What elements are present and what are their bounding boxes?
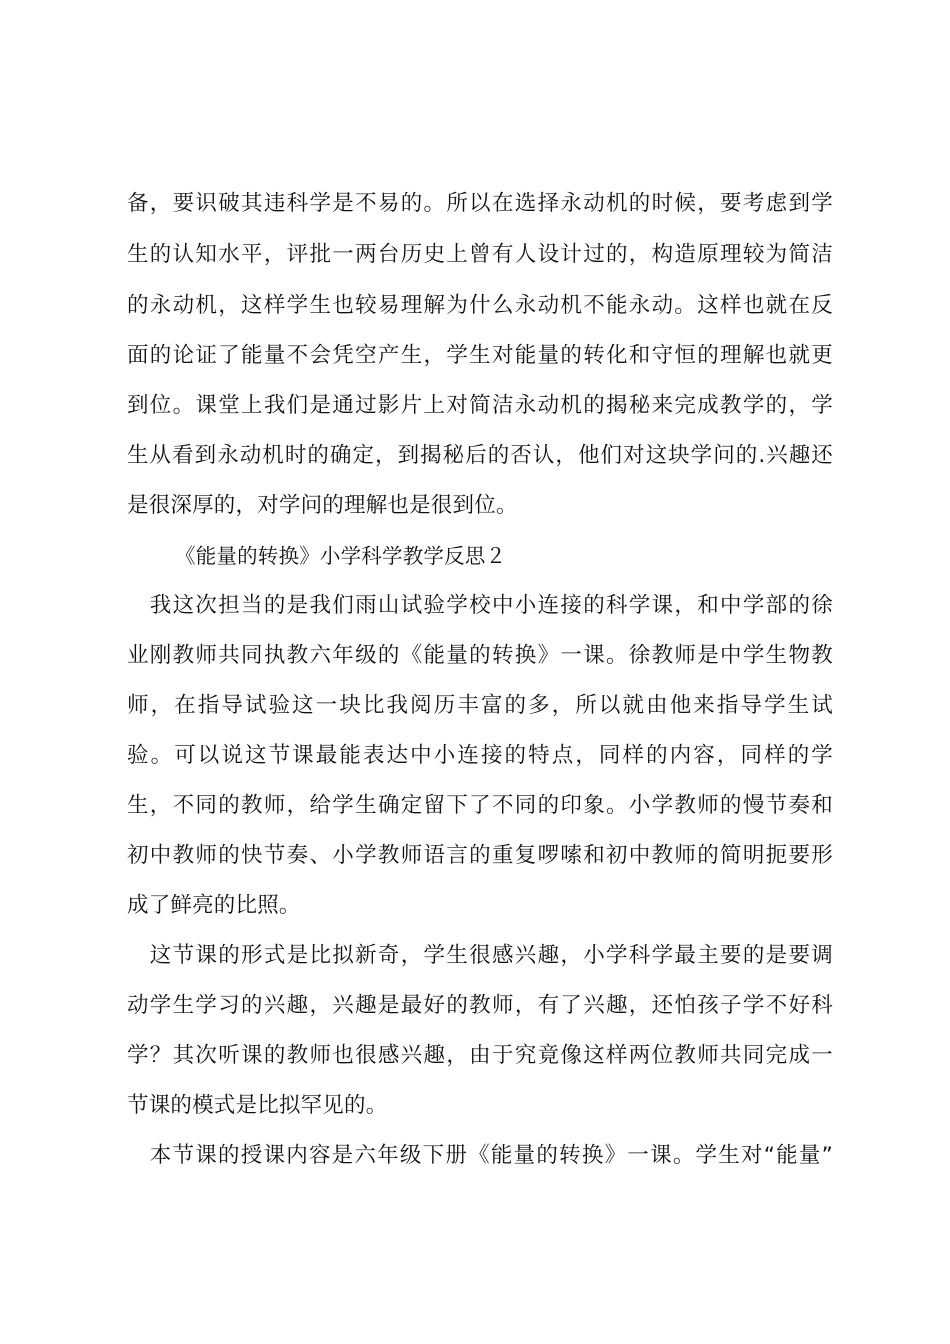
paragraph-1-line-1: 备，要识破其违科学是不易的。所以在选择永动机的时候，要考虑到学 (127, 191, 833, 216)
paragraph-2-line-6: 初中教师的快节奏、小学教师语言的重复啰嗦和初中教师的简明扼要形 (127, 843, 833, 868)
section-heading: 《能量的转换》小学科学教学反思２ (175, 544, 507, 568)
paragraph-3-line-4: 节课的模式是比拟罕见的。 (127, 1093, 388, 1118)
paragraph-3-line-3: 学？其次听课的教师也很感兴趣，由于究竟像这样两位教师共同完成一 (127, 1043, 833, 1068)
paragraph-3-line-2: 动学生学习的兴趣，兴趣是最好的教师，有了兴趣，还怕孩子学不好科 (127, 993, 833, 1018)
paragraph-4-line-1: 本节课的授课内容是六年级下册《能量的转换》一课。学生对“能量” (127, 1143, 833, 1168)
paragraph-2-line-4: 验。可以说这节课最能表达中小连接的特点，同样的内容，同样的学 (127, 743, 833, 768)
paragraph-2-line-1: 我这次担当的是我们雨山试验学校中小连接的科学课，和中学部的徐 (127, 593, 833, 618)
paragraph-1-line-5: 到位。课堂上我们是通过影片上对简洁永动机的揭秘来完成教学的，学 (127, 393, 833, 418)
paragraph-1-line-2: 生的认知水平，评批一两台历史上曾有人设计过的，构造原理较为简洁 (127, 242, 833, 267)
paragraph-1-line-6: 生从看到永动机时的确定，到揭秘后的否认，他们对这块学问的.兴趣还 (127, 443, 833, 468)
paragraph-2-line-3: 师，在指导试验这一块比我阅历丰富的多，所以就由他来指导学生试 (127, 693, 833, 718)
paragraph-1-line-7: 是很深厚的，对学问的理解也是很到位。 (127, 493, 518, 518)
paragraph-2-line-7: 成了鲜亮的比照。 (127, 893, 301, 918)
paragraph-2-line-5: 生，不同的教师，给学生确定留下了不同的印象。小学教师的慢节奏和 (127, 793, 833, 818)
paragraph-1-line-3: 的永动机，这样学生也较易理解为什么永动机不能永动。这样也就在反 (127, 293, 833, 318)
paragraph-1-line-4: 面的论证了能量不会凭空产生，学生对能量的转化和守恒的理解也就更 (127, 343, 833, 368)
paragraph-2-line-2: 业刚教师共同执教六年级的《能量的转换》一课。徐教师是中学生物教 (127, 643, 833, 668)
paragraph-3-line-1: 这节课的形式是比拟新奇，学生很感兴趣，小学科学最主要的是要调 (127, 943, 833, 968)
